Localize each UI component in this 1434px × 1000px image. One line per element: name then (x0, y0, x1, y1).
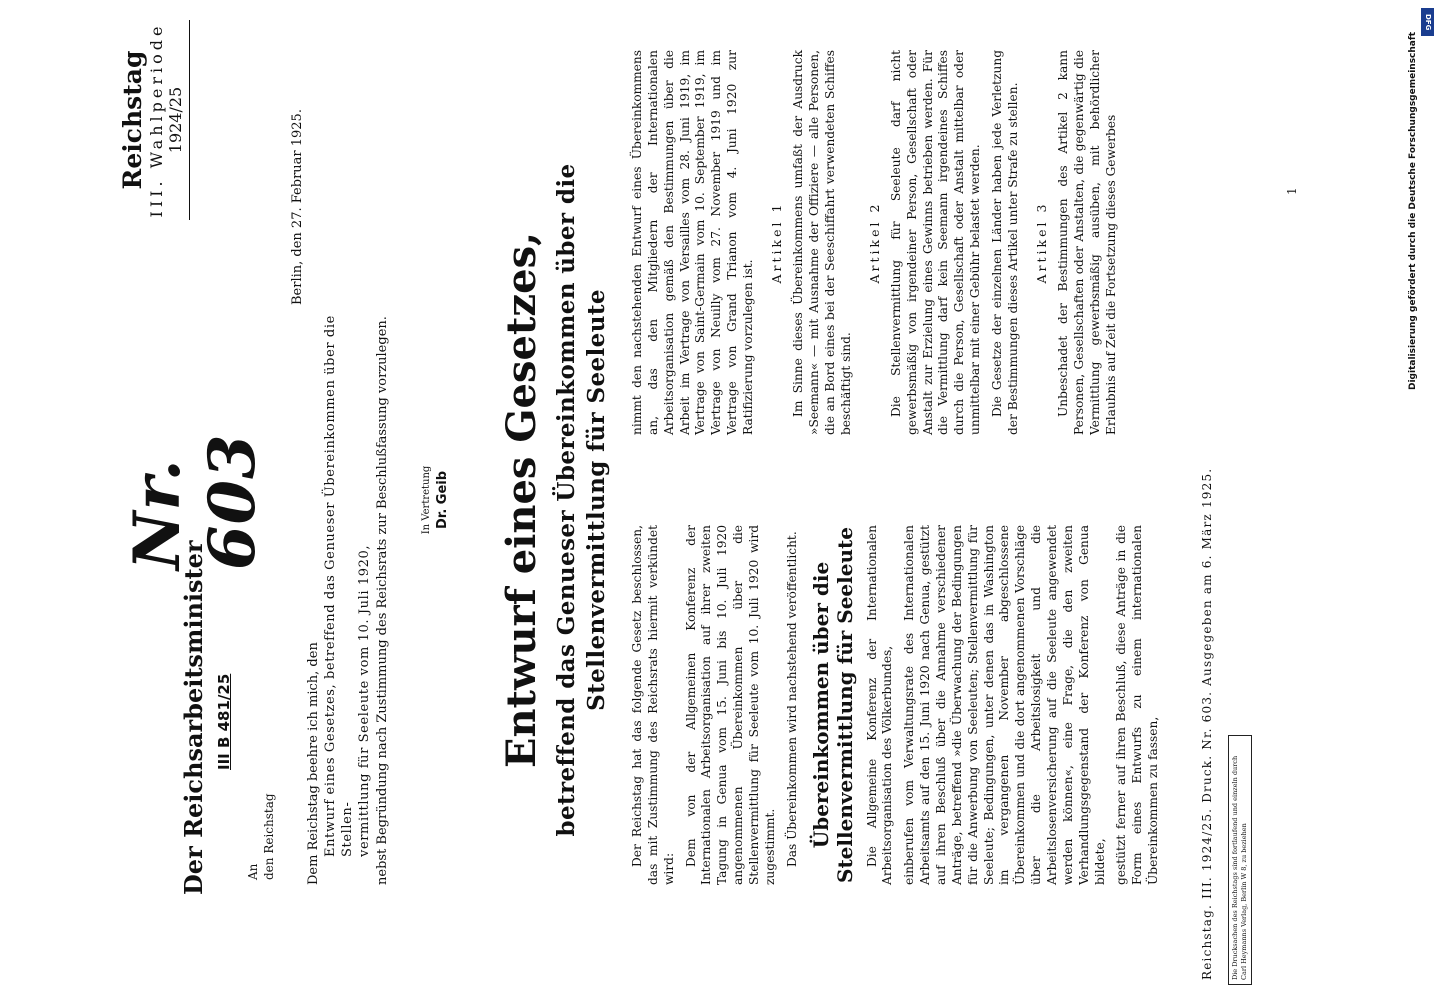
paragraph: einberufen vom Verwaltungsrate des Internationalen Arbeitsamts auf den 15. Juni 1920 nach Genua, gestützt auf ihren Beschluß über die Annahme verschiedener Anträge, betreffend »die Überwachung der Bedingungen für die Anwerbung von Seeleuten; Stellenvermittlung für Seeleute; Bedingungen, unter denen das in Washington im vergangenen November abgeschlossene Übereinkommen und die dort angenommenen Vorschläge über die Arbeitslosigkeit und die Arbeitslosenversicherung auf die Seeleute angewendet werden können«, eine Frage, die den zweiten Verhandlungsgegenstand der Konferenz von Genua bildete, (902, 525, 1107, 885)
intro-line-2: Entwurf eines Gesetzes, betreffend das Genueser Übereinkommen über die Stellen- (323, 315, 356, 857)
convention-heading: Übereinkommen über die Stellenvermittlung für Seeleute (808, 527, 857, 883)
parliament-block (118, 10, 190, 230)
intro-line-1: Dem Reichstag beehre ich mich, den (306, 642, 321, 885)
header-rule (189, 20, 190, 220)
funding-text: Digitalisierung gefördert durch die Deutsche Forschungsgemeinschaft (1408, 31, 1418, 390)
text-column-right (630, 50, 1125, 435)
article-heading: Artikel 2 (866, 201, 882, 284)
distribution-note: Die Drucksachen des Reichstags sind fortlaufend und einzeln durch Carl Heymanns Verlag, Berlin W 8, zu beziehen (1228, 735, 1252, 985)
cover-letter (305, 265, 391, 885)
intro-line-3: vermittlung für Seeleute vom 10. Juli 1920, (357, 544, 373, 857)
imprint-line: Reichstag. III. 1924/25. Druck. Nr. 603. Ausgegeben am 6. März 1925. (1200, 467, 1214, 980)
session-years: 1924/25 (166, 86, 185, 154)
address-block (245, 580, 277, 880)
article-heading: Artikel 1 (768, 201, 784, 284)
bill-title: Entwurf eines Gesetzes, (498, 231, 545, 769)
parliament-name: Reichstag (118, 50, 147, 190)
paragraph: Unbeschadet der Bestimmungen des Artikel 2 kann Personen, Gesellschaften oder Anstalten, die gegenwärtig die Vermittlung gewerbsmäßig ausüben, mit behördlicher Erlaubnis auf Zeit die Fortsetzung dieses Gewerbes (1055, 50, 1118, 435)
paragraph: Der Reichstag hat das folgende Gesetz beschlossen, das mit Zustimmung des Reichsrats hiermit verkündet wird: (630, 525, 676, 885)
text-column-left (630, 525, 1168, 885)
address-recipient: den Reichstag (262, 793, 277, 880)
paragraph: Das Übereinkommen wird nachstehend veröffentlicht. (784, 531, 799, 867)
reference-number: III B 481/25 (215, 673, 233, 770)
signature-block (420, 420, 451, 580)
article-heading: Artikel 3 (1033, 201, 1049, 284)
legislative-period: III. Wahlperiode (147, 22, 166, 218)
funding-banner (1408, 0, 1434, 1000)
paragraph: Im Sinne dieses Übereinkommens umfaßt der Ausdruck »Seemann« — mit Ausnahme der Offiziere — alle Personen, die an Bord eines bei der Seeschiffahrt verwendeten Schiffes beschäftigt sind. (791, 50, 853, 435)
bill-subtitle: betreffend das Genueser Übereinkommen über die Stellenvermittlung für Seeleute (553, 163, 610, 837)
paragraph: Die Gesetze der einzelnen Länder haben jede Verletzung der Bestimmungen dieses Artikel unter Strafe zu stellen. (989, 50, 1020, 435)
sender-heading: Der Reichsarbeitsminister (179, 540, 208, 895)
paragraph: gestützt ferner auf ihren Beschluß, diese Anträge in die Form eines Entwurfs zu einem internationalen Übereinkommen zu fassen, (1114, 525, 1161, 885)
print-number: Nr. 603 (120, 433, 270, 570)
paragraph: nimmt den nachstehenden Entwurf eines Übereinkommens an, das den Mitgliedern der Internationalen Arbeitsorganisation gemäß den Bestimmungen über die Arbeit im Vertrage von Versailles vom 28. Juni 1919, im Vertrage von Saint-Germain vom 10. September 1919, im Vertrage von Neuilly vom 27. November 1919 und im Vertrage von Grand Trianon vom 4. Juni 1920 zur Ratifizierung vorzulegen ist. (630, 50, 756, 435)
dfg-logo: DFG (1421, 8, 1434, 36)
signature-role: In Vertretung (421, 465, 432, 535)
paragraph: Die Allgemeine Konferenz der Internationalen Arbeitsorganisation des Völkerbundes, (864, 525, 895, 885)
page-mark: 1 (1285, 187, 1299, 195)
address-to: An (246, 863, 260, 880)
signature-name: Dr. Geib (434, 470, 450, 530)
paragraph: Die Stellenvermittlung für Seeleute darf nicht gewerbsmäßig von irgendeiner Person, Gesellschaft oder Anstalt zur Erzielung eines Gewinns betrieben werden. Für die Vermittlung darf kein Seemann irgendeines Schiffes durch die Person, Gesellschaft oder Anstalt mittelbar oder unmittelbar mit einer Gebühr belastet werden. (888, 50, 983, 435)
paragraph: Dem von der Allgemeinen Konferenz der Internationalen Arbeitsorganisation auf ihrer zweiten Tagung in Genua vom 15. Juni bis 10. Juli 1920 angenommenen Übereinkommen über die Stellenvermittlung für Seeleute vom 10. Juli 1920 wird zugestimmt. (683, 525, 777, 885)
intro-line-4: nebst Begründung nach Zustimmung des Reichsrats zur Beschlußfassung vorzulegen. (374, 316, 390, 885)
dateline: Berlin, den 27. Februar 1925. (290, 109, 305, 305)
